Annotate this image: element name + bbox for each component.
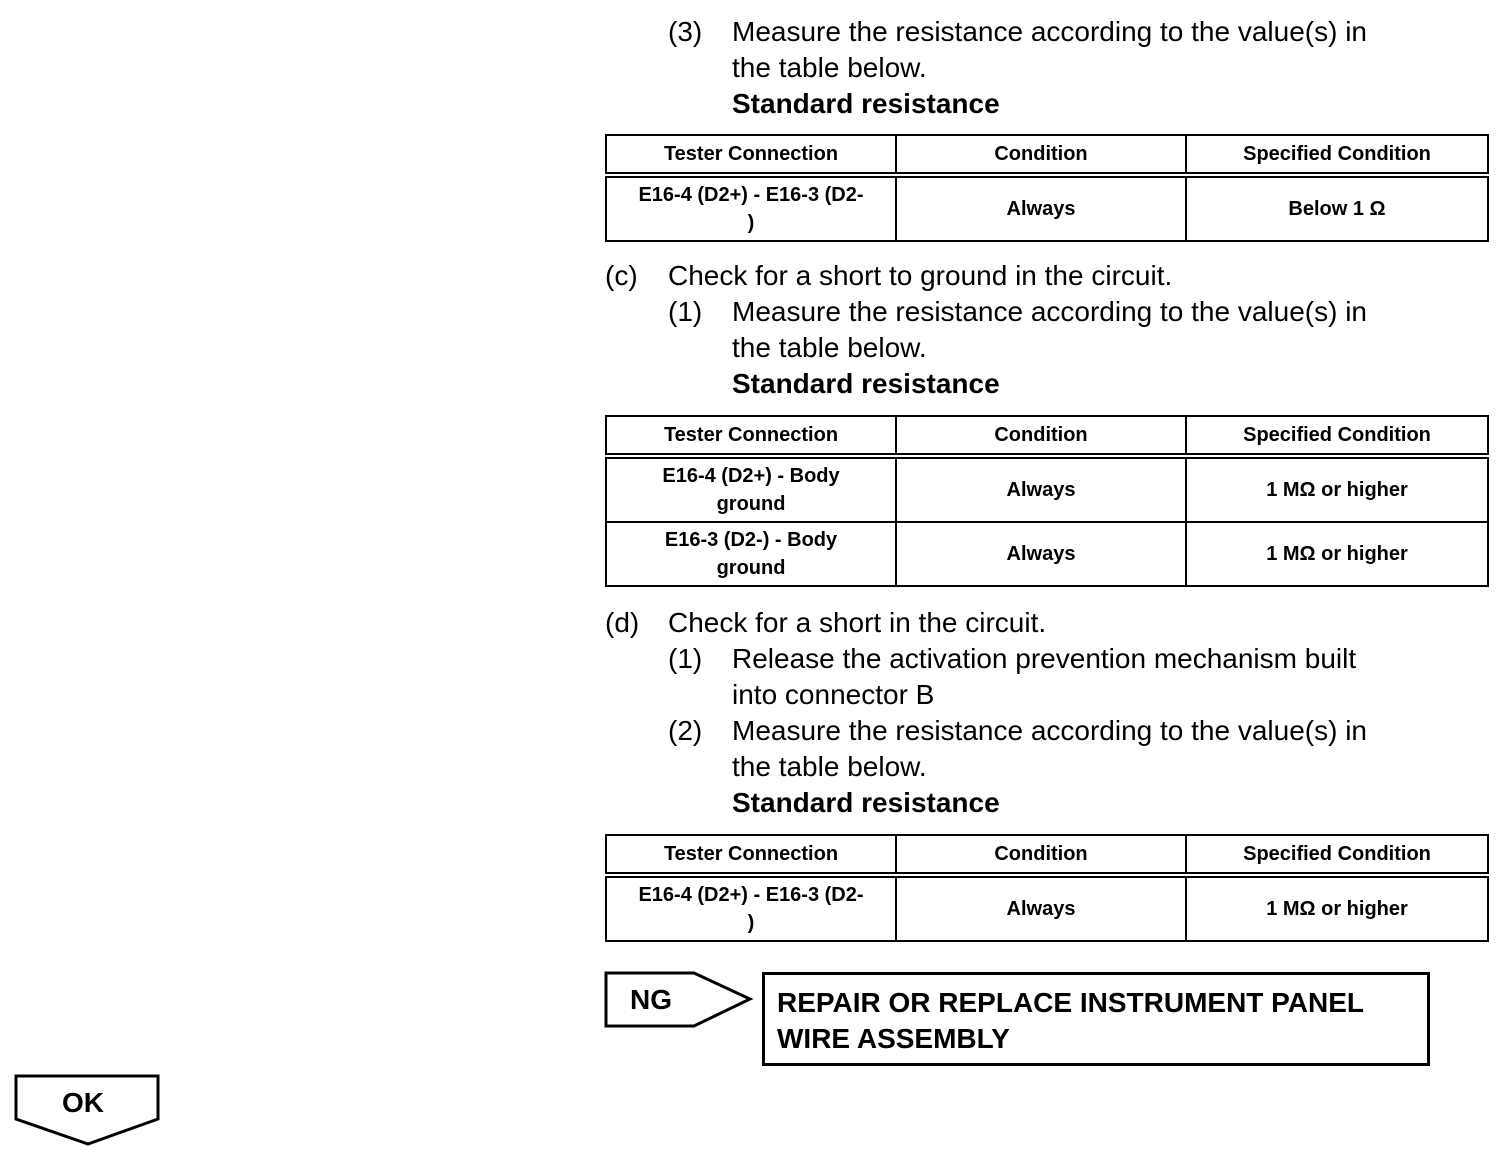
- ng-result-box: [762, 972, 1430, 1066]
- table-row: [606, 456, 1488, 522]
- header-condition: Condition: [896, 135, 1186, 175]
- cell-condition: Always: [896, 875, 1186, 941]
- step-d-text: Check for a short in the circuit.: [668, 607, 1047, 638]
- table-header-row: [606, 135, 1488, 175]
- cell-tester-connection: E16-4 (D2+) - Body ground: [606, 456, 896, 522]
- step-c1-line-1: Measure the resistance according to the value(s) in: [732, 296, 1367, 327]
- step-c1-number: (1): [668, 296, 703, 327]
- step-d1-line-1: Release the activation prevention mechanism built: [732, 643, 1357, 674]
- table-header-row: [606, 835, 1488, 875]
- step-3-number: (3): [668, 16, 703, 47]
- cell-condition: Always: [896, 456, 1186, 522]
- header-tester-connection: Tester Connection: [606, 835, 896, 875]
- cell-tester-connection: E16-3 (D2-) - Body ground: [606, 522, 896, 586]
- cell-specified-condition: Below 1 Ω: [1186, 175, 1488, 241]
- cell-specified-condition: 1 MΩ or higher: [1186, 875, 1488, 941]
- ok-label: OK: [62, 1087, 104, 1118]
- cell-specified-condition: 1 MΩ or higher: [1186, 522, 1488, 586]
- ng-arrow-icon[interactable]: [604, 970, 754, 1030]
- header-specified-condition: Specified Condition: [1186, 135, 1488, 175]
- step-d1-line-2: into connector B: [732, 679, 935, 710]
- header-specified-condition: Specified Condition: [1186, 416, 1488, 456]
- step-3-standard-heading: Standard resistance: [732, 88, 1000, 119]
- step-d2-line-1: Measure the resistance according to the value(s) in: [732, 715, 1367, 746]
- step-3-line-1: Measure the resistance according to the value(s) in: [732, 16, 1367, 47]
- step-d2-standard-heading: Standard resistance: [732, 787, 1000, 818]
- resistance-table-2: [605, 415, 1489, 587]
- cell-specified-condition: 1 MΩ or higher: [1186, 456, 1488, 522]
- cell-tester-connection: E16-4 (D2+) - E16-3 (D2- ): [606, 175, 896, 241]
- cell-condition: Always: [896, 522, 1186, 586]
- ng-result-line-1: REPAIR OR REPLACE INSTRUMENT PANEL: [777, 987, 1364, 1018]
- step-d-label: (d): [605, 607, 640, 638]
- step-c-label: (c): [605, 260, 638, 291]
- header-specified-condition: Specified Condition: [1186, 835, 1488, 875]
- table-header-row: [606, 416, 1488, 456]
- cell-tester-connection: E16-4 (D2+) - E16-3 (D2- ): [606, 875, 896, 941]
- ng-result-line-2: WIRE ASSEMBLY: [777, 1023, 1010, 1054]
- table-row: [606, 175, 1488, 241]
- ng-label: NG: [630, 984, 672, 1015]
- header-tester-connection: Tester Connection: [606, 135, 896, 175]
- header-tester-connection: Tester Connection: [606, 416, 896, 456]
- step-c-text: Check for a short to ground in the circuit.: [668, 260, 1173, 291]
- table-row: [606, 522, 1488, 586]
- step-c1-line-2: the table below.: [732, 332, 927, 363]
- step-d2-number: (2): [668, 715, 703, 746]
- step-3-line-2: the table below.: [732, 52, 927, 83]
- step-d1-number: (1): [668, 643, 703, 674]
- table-row: [606, 875, 1488, 941]
- resistance-table-3: [605, 834, 1489, 942]
- header-condition: Condition: [896, 416, 1186, 456]
- resistance-table-1: [605, 134, 1489, 242]
- cell-condition: Always: [896, 175, 1186, 241]
- header-condition: Condition: [896, 835, 1186, 875]
- step-c1-standard-heading: Standard resistance: [732, 368, 1000, 399]
- step-d2-line-2: the table below.: [732, 751, 927, 782]
